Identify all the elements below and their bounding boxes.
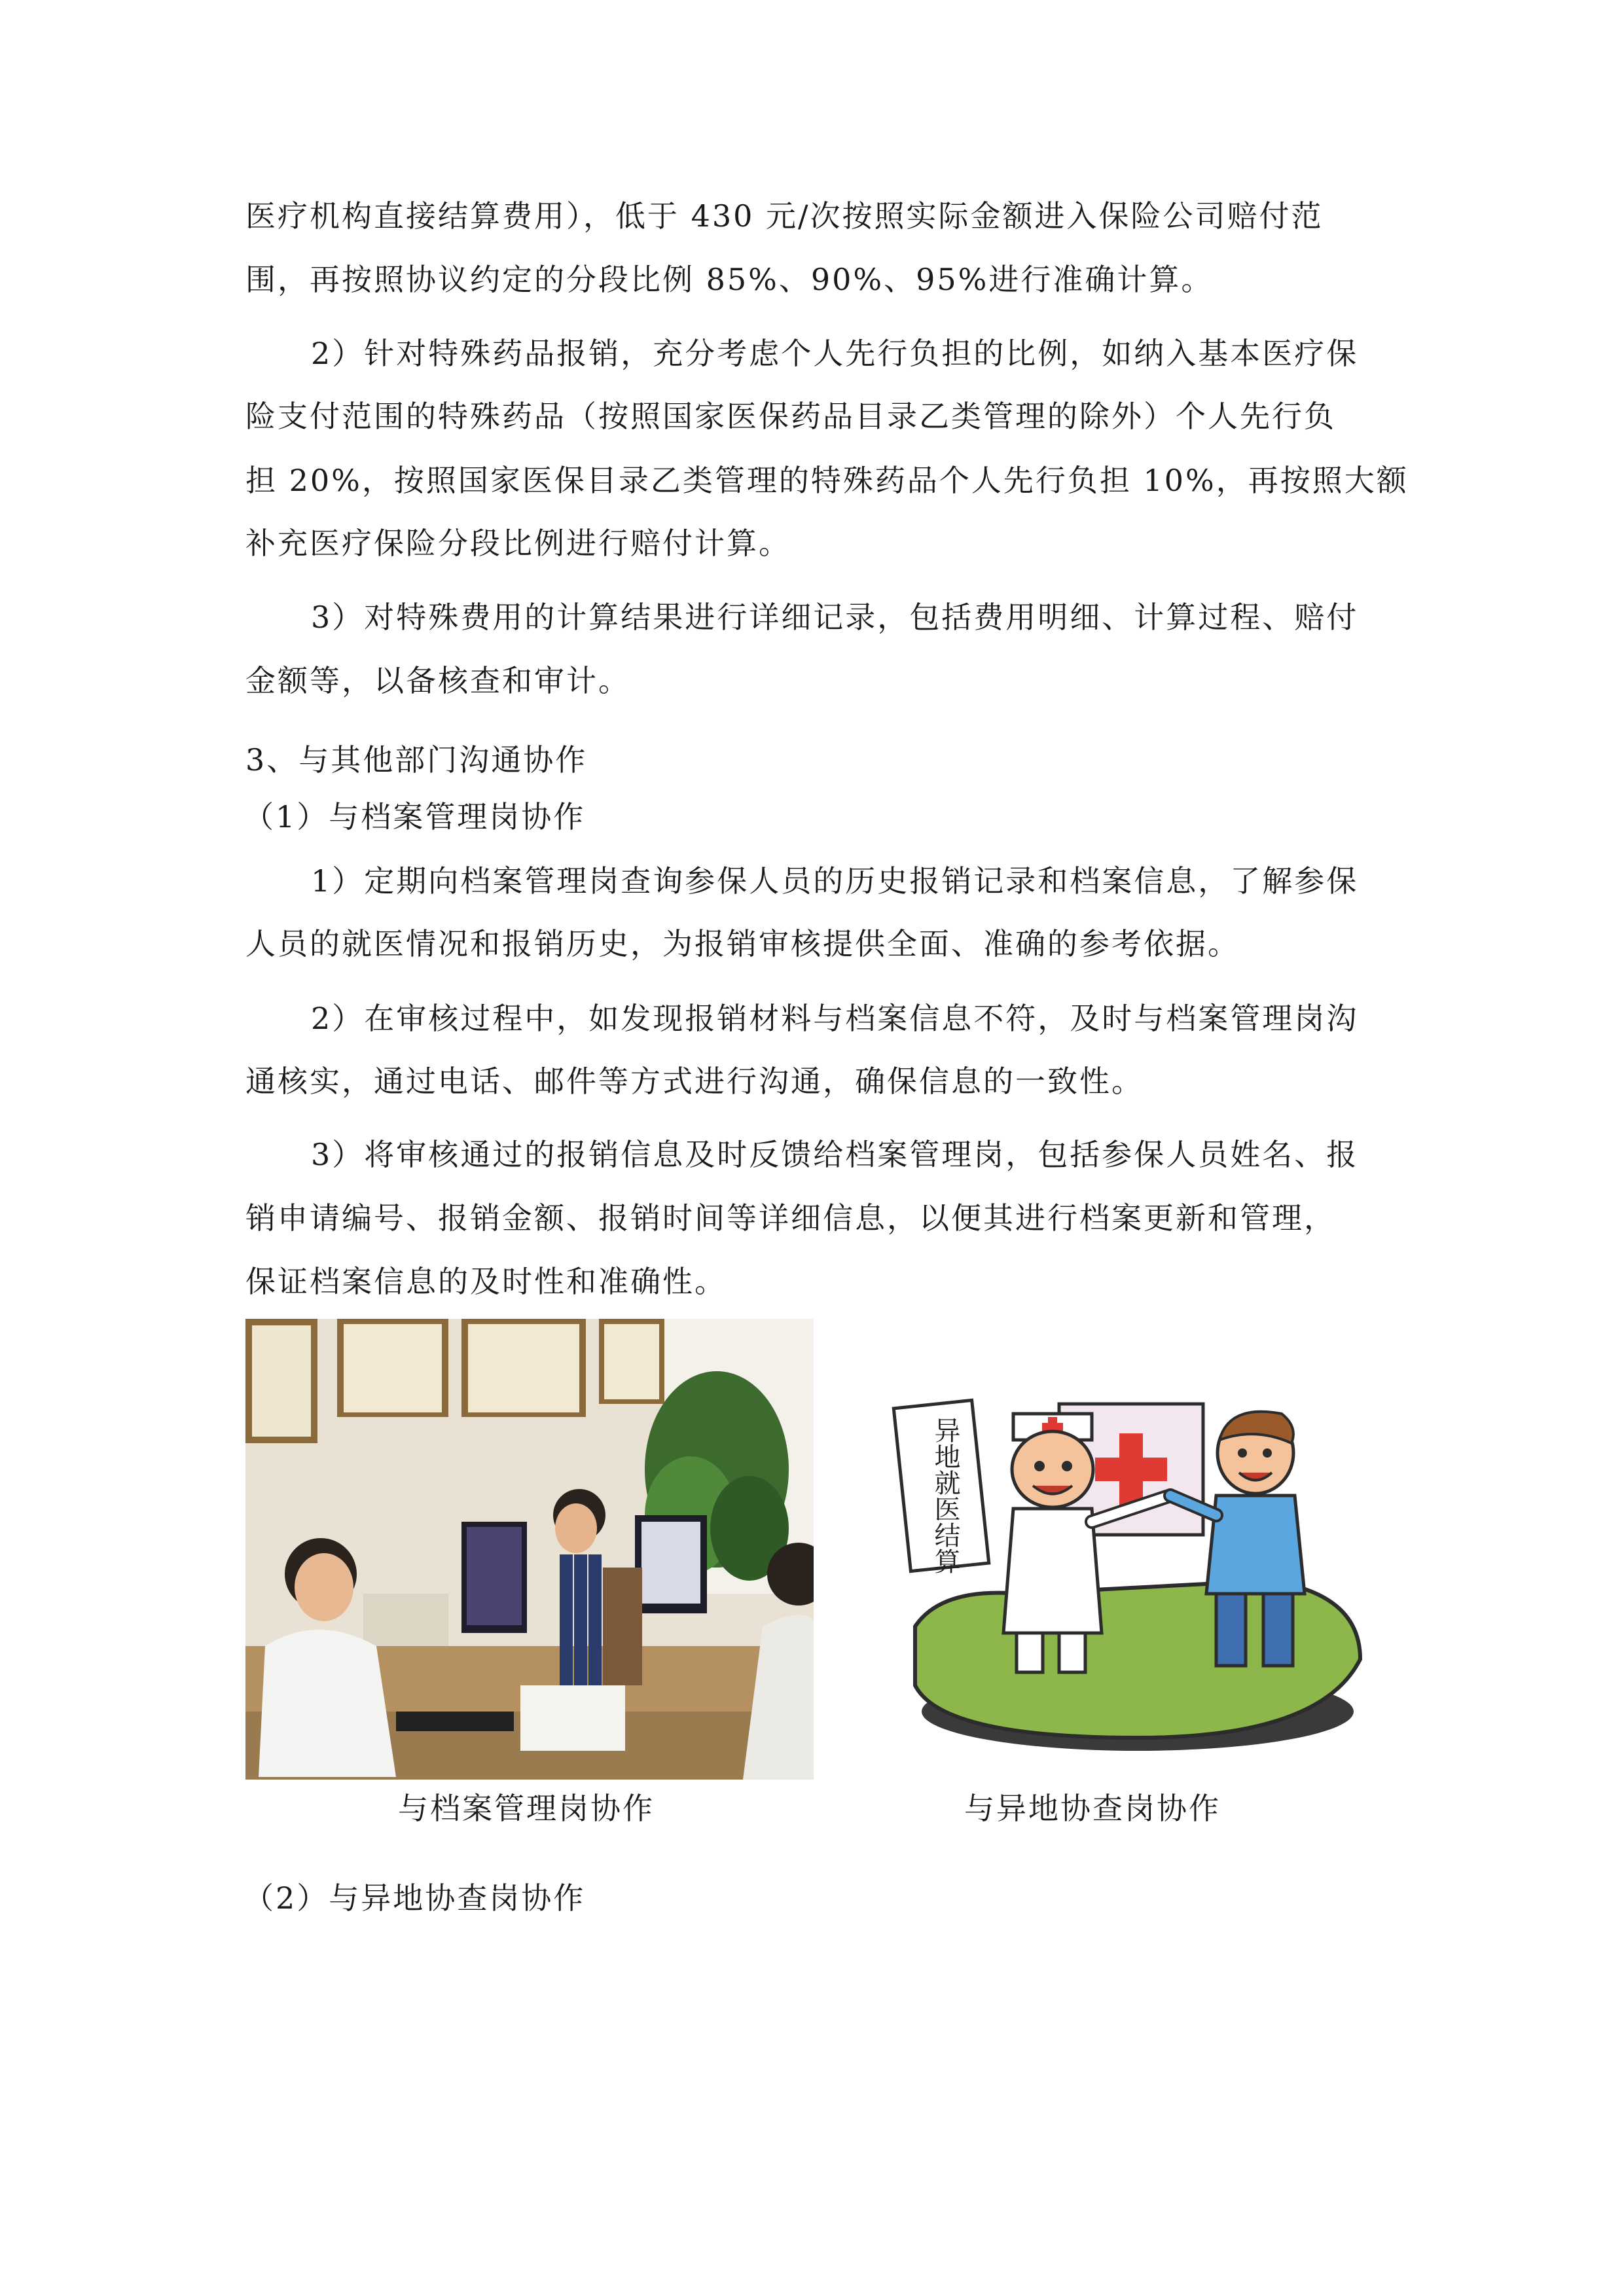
cartoon-sign-text: 异地就医结算: [930, 1417, 960, 1574]
text-line: 人员的就医情况和报销历史，为报销审核提供全面、准确的参考依据。: [245, 926, 1240, 961]
text-line: 保证档案信息的及时性和准确性。: [245, 1264, 727, 1299]
subsection-heading: （2）与异地协查岗协作: [244, 1880, 586, 1916]
text-line: 围，再按照协议约定的分段比例 85%、90%、95%进行准确计算。: [245, 262, 1214, 297]
text-line: 金额等，以备核查和审计。: [245, 663, 630, 698]
image-caption-left: 与档案管理岗协作: [398, 1791, 655, 1826]
text-line: 险支付范围的特殊药品（按照国家医保药品目录乙类管理的除外）个人先行负: [245, 399, 1336, 434]
cartoon-illustration: [863, 1319, 1382, 1780]
text-line: 3）对特殊费用的计算结果进行详细记录，包括费用明细、计算过程、赔付: [311, 600, 1359, 635]
text-line: 担 20%，按照国家医保目录乙类管理的特殊药品个人先行负担 10%，再按照大额: [245, 463, 1409, 498]
text-line: 通核实，通过电话、邮件等方式进行沟通，确保信息的一致性。: [245, 1064, 1144, 1099]
text-line: 补充医疗保险分段比例进行赔付计算。: [245, 526, 791, 561]
section-heading: 3、与其他部门沟通协作: [245, 742, 588, 778]
text-line: 销申请编号、报销金额、报销时间等详细信息，以便其进行档案更新和管理，: [245, 1200, 1336, 1236]
text-line: 1）定期向档案管理岗查询参保人员的历史报销记录和档案信息，了解参保: [311, 863, 1359, 899]
text-line: 医疗机构直接结算费用），低于 430 元/次按照实际金额进入保险公司赔付范: [245, 198, 1324, 234]
office-photo: [245, 1319, 814, 1780]
image-caption-right: 与异地协查岗协作: [964, 1791, 1221, 1826]
subsection-heading: （1）与档案管理岗协作: [244, 799, 586, 834]
text-line: 3）将审核通过的报销信息及时反馈给档案管理岗，包括参保人员姓名、报: [311, 1137, 1359, 1172]
text-line: 2）针对特殊药品报销，充分考虑个人先行负担的比例，如纳入基本医疗保: [311, 336, 1359, 371]
text-line: 2）在审核过程中，如发现报销材料与档案信息不符，及时与档案管理岗沟: [311, 1001, 1359, 1036]
